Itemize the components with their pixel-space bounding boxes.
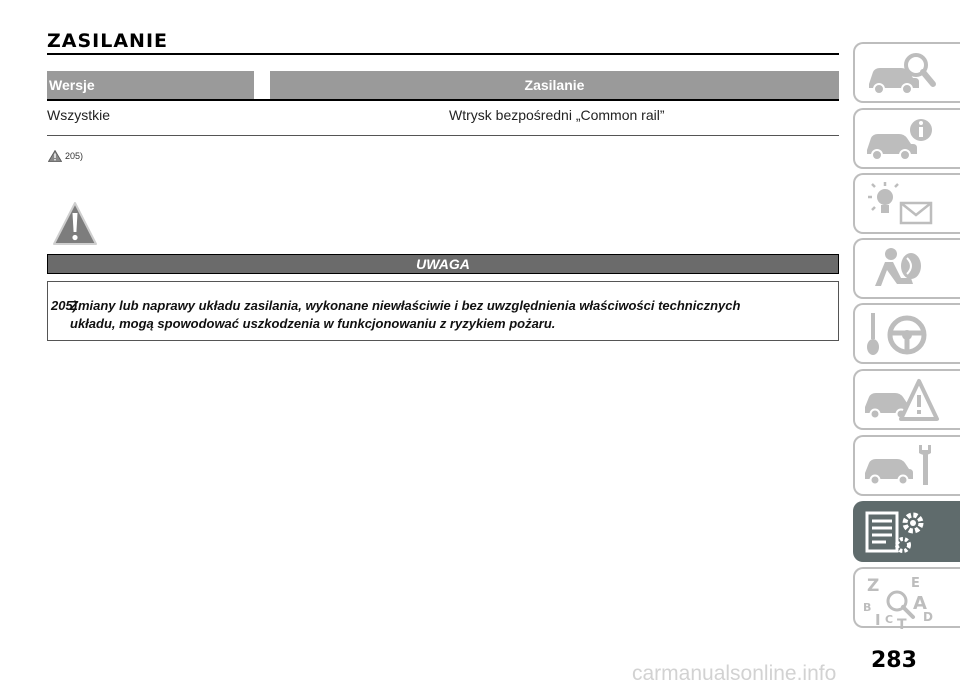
small-warning-icon — [48, 150, 62, 162]
note-reference[interactable] — [48, 150, 83, 162]
tab-technical-data[interactable] — [853, 501, 960, 562]
airbag-passenger-icon — [861, 244, 941, 294]
car-warning-triangle-icon — [861, 375, 941, 425]
key-steering-wheel-icon — [861, 309, 941, 359]
section-title: ZASILANIE — [47, 30, 168, 52]
svg-text:C: C — [885, 613, 894, 626]
table-cell-supply: Wtrysk bezpośredni „Common rail” — [449, 107, 665, 123]
table-row-rule — [47, 135, 839, 136]
tab-knowing-the-car[interactable] — [853, 42, 960, 103]
note-reference-number: 205) — [65, 151, 84, 161]
tab-starting-driving[interactable] — [853, 303, 960, 364]
warning-line-2: układu, mogą spowodować uszkodzenia w funkcjonowaniu z ryzykiem pożaru. — [70, 316, 556, 331]
tab-maintenance[interactable] — [853, 435, 960, 496]
warning-heading-bar: UWAGA — [47, 254, 839, 274]
car-magnifier-icon — [861, 48, 941, 98]
tab-safety[interactable] — [853, 238, 960, 299]
title-rule — [47, 53, 839, 55]
svg-text:B: B — [863, 601, 872, 614]
warning-number: 205) — [51, 298, 78, 313]
warning-text-1: Zmiany lub naprawy układu zasilania, wykonane niewłaściwie i bez uwzględnienia właściwości technicznych — [70, 298, 741, 313]
svg-text:I: I — [875, 611, 881, 629]
car-info-icon — [861, 114, 941, 164]
alphabetical-index-icon — [861, 573, 941, 629]
large-warning-triangle-icon — [52, 201, 98, 247]
tab-emergency[interactable] — [853, 369, 960, 430]
svg-text:D: D — [923, 610, 933, 624]
table-header-supply: Zasilanie — [270, 71, 839, 99]
tab-dashboard[interactable] — [853, 108, 960, 169]
tab-warning-lights[interactable] — [853, 173, 960, 234]
page-number: 283 — [871, 648, 917, 673]
watermark: carmanualsonline.info — [632, 662, 837, 685]
svg-text:A: A — [913, 593, 927, 614]
warning-text-box — [47, 281, 839, 341]
table-header-versions: Wersje — [47, 71, 254, 99]
svg-text:Z: Z — [867, 576, 880, 596]
car-wrench-icon — [861, 441, 941, 491]
table-header-rule — [47, 99, 839, 101]
tab-alphabetical-index[interactable] — [853, 567, 960, 628]
warning-line-1 — [51, 297, 828, 315]
technical-data-icon — [861, 507, 941, 559]
table-cell-versions: Wszystkie — [47, 107, 110, 123]
svg-text:E: E — [911, 576, 920, 591]
warning-lights-icon — [861, 179, 941, 229]
svg-text:T: T — [897, 617, 907, 629]
